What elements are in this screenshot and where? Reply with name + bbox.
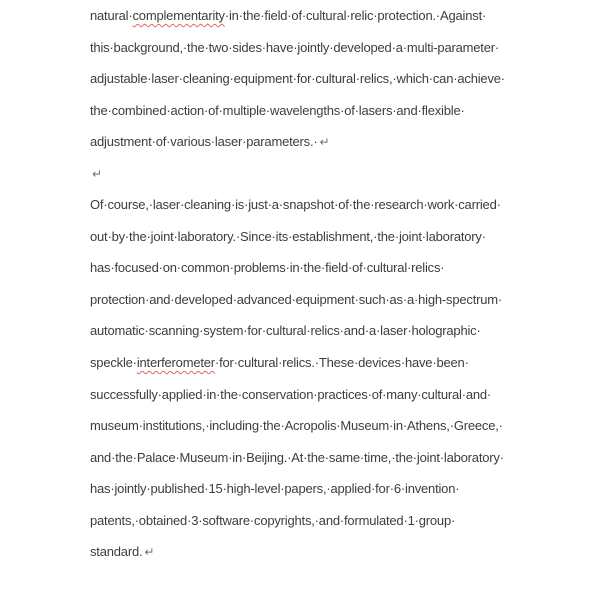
text-line[interactable] [90,32,590,64]
misspelled-word: complementarity [132,8,225,23]
text-run: has·jointly·published·15·high-level·papers,·applied·for·6·invention· [90,481,460,497]
text-run: this·background,·the·two·sides·have·jointly·developed·a·multi-parameter· [90,39,500,55]
text-run: the·combined·action·of·multiple·wavelengths·of·lasers·and·flexible· [90,102,465,118]
text-run: automatic·scanning·system·for·cultural·relics·and·a·laser·holographic· [90,323,481,339]
text-line[interactable] [90,252,590,284]
text-line[interactable] [90,126,590,158]
text-run: out·by·the·joint·laboratory.·Since·its·establishment,·the·joint·laboratory· [90,228,486,244]
text-line[interactable] [90,63,590,95]
text-line[interactable] [90,379,590,411]
text-line[interactable] [90,505,590,537]
text-run: ·in·the·field·of·cultural·relic·protection.·Against· [224,8,487,23]
text-line[interactable] [90,442,590,474]
text-run: standard. [90,544,143,560]
text-run: adjustable·laser·cleaning·equipment·for·cultural·relics,·which·can·achieve· [90,71,505,87]
text-run: natural· [90,8,133,23]
text-line[interactable] [90,315,590,347]
paragraph [90,189,590,568]
text-run: and·the·Palace·Museum·in·Beijing.·At·the·same·time,·the·joint·laboratory· [90,449,504,465]
text-line[interactable] [90,158,590,190]
text-line[interactable] [90,410,590,442]
text-run: Of·course,·laser·cleaning·is·just·a·snapshot·of·the·research·work·carried· [90,197,501,213]
text-run: protection·and·developed·advanced·equipment·such·as·a·high-spectrum· [90,291,503,307]
text-run: speckle· [90,355,137,371]
text-line[interactable] [90,0,590,32]
text-line[interactable] [90,284,590,316]
text-line[interactable] [90,95,590,127]
paragraph-mark-icon: ↵ [319,135,330,150]
misspelled-word: interferometer [136,355,215,371]
paragraph [90,0,590,158]
text-run: has·focused·on·common·problems·in·the·field·of·cultural·relics· [90,260,445,276]
text-line[interactable] [90,473,590,505]
text-line[interactable] [90,536,590,568]
document-text-area [90,0,590,568]
text-line[interactable] [90,221,590,253]
text-line[interactable] [90,347,590,379]
paragraph-mark-icon: ↵ [144,545,155,560]
text-line[interactable] [90,189,590,221]
paragraph-mark-icon: ↵ [92,166,102,181]
text-run: ·for·cultural·relics.·These·devices·have·been· [214,355,469,371]
text-run: adjustment·of·various·laser·parameters.· [90,134,318,150]
text-run: successfully·applied·in·the·conservation·practices·of·many·cultural·and· [90,386,492,402]
text-run: museum·institutions,·including·the·Acropolis·Museum·in·Athens,·Greece,· [90,418,503,434]
text-run: patents,·obtained·3·software·copyrights,·and·formulated·1·group· [90,512,456,528]
paragraph [90,158,590,190]
